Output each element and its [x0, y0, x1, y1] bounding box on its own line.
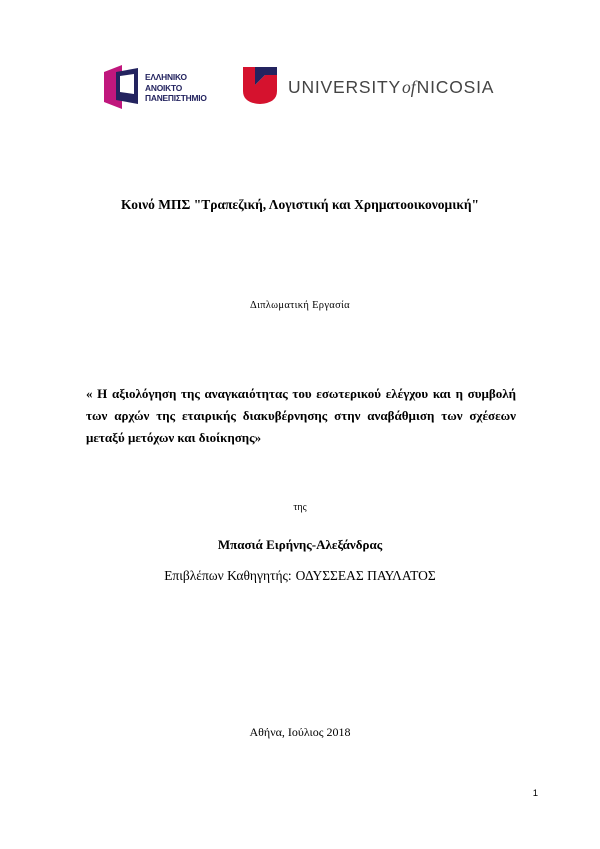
hou-emblem-icon — [100, 64, 144, 110]
unic-prefix: UNIVERSITY — [288, 77, 402, 97]
program-title: Κοινό ΜΠΣ "Τραπεζική, Λογιστική και Χρηματοοικονομική" — [120, 197, 480, 212]
unic-shield-icon — [241, 65, 279, 105]
logos-row — [100, 62, 500, 112]
by-label: της — [293, 502, 307, 513]
document-type: Διπλωματική Εργασία — [250, 300, 350, 311]
hou-line-3: ΠΑΝΕΠΙΣΤΗΜΙΟ — [145, 93, 207, 103]
unic-suffix: NICOSIA — [416, 77, 495, 97]
university-of-nicosia-logo-text — [288, 77, 494, 98]
hou-line-1: ΕΛΛΗΝΙΚΟ — [145, 72, 187, 82]
supervisor-label: Επιβλέπων Καθηγητής: — [164, 568, 292, 583]
hou-line-2: ΑΝΟΙΚΤΟ — [145, 82, 183, 93]
thesis-title: « Η αξιολόγηση της αναγκαιότητας του εσωτερικού ελέγχου και η συμβολή των αρχών της εταιρικής διακυβέρνησης στην αναβάθμιση των σχέσεων μεταξύ μετόχων και διοίκησης» — [86, 386, 516, 445]
supervisor-name: ΟΔΥΣΣΕΑΣ ΠΑΥΛΑΤΟΣ — [295, 568, 436, 583]
place-date: Αθήνα, Ιούλιος 2018 — [249, 725, 351, 739]
hou-logo-text — [145, 72, 207, 104]
hellenic-open-university-logo — [100, 64, 228, 110]
page-number: 1 — [532, 788, 538, 799]
author-name: Μπασιά Ειρήνης-Αλεξάνδρας — [217, 537, 383, 552]
supervisor-line — [60, 568, 540, 584]
unic-of: of — [402, 77, 416, 97]
